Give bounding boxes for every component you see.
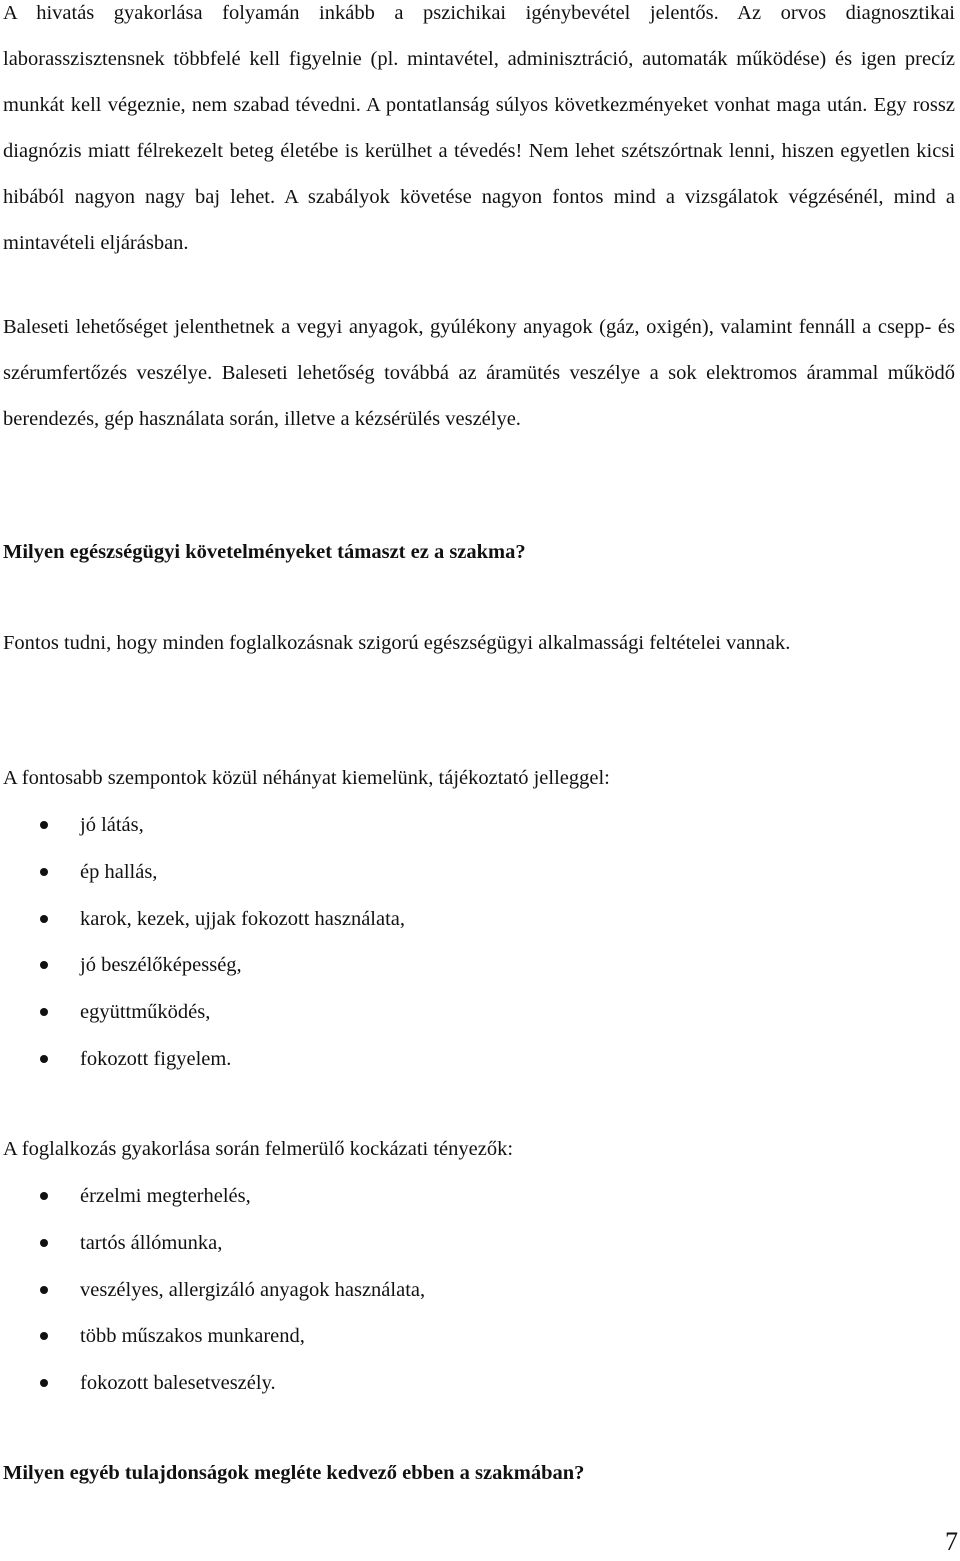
list-item: ép hallás, — [0, 859, 405, 906]
list-item: több műszakos munkarend, — [0, 1323, 425, 1370]
bullet-icon — [40, 1379, 48, 1387]
paragraph-list-intro-aspects: A fontosabb szempontok közül néhányat kiemelünk, tájékoztató jelleggel: — [3, 767, 610, 789]
paragraph-health-conditions: Fontos tudni, hogy minden foglalkozásnak szigorú egészségügyi alkalmassági feltételei vannak. — [3, 632, 791, 654]
list-health-aspects — [0, 812, 405, 1093]
paragraph-psychological-demands: A hivatás gyakorlása folyamán inkább a pszichikai igénybevétel jelentős. Az orvos diagnosztikai laborasszisztensnek többfelé kell figyelnie (pl. mintavétel, adminisztráció, automaták működése) és igen precíz munkát kell végeznie, nem szabad tévedni. A pontatlanság súlyos következményeket vonhat maga után. Egy rossz diagnózis miatt félrekezelt beteg életébe is kerülhet a tévedés! Nem lehet szétszórtnak lenni, hiszen egyetlen kicsi hibából nagyon nagy baj lehet. A szabályok követése nagyon fontos mind a vizsgálatok végzésénél, mind a mintavételi eljárásban. — [3, 2, 955, 254]
list-item: karok, kezek, ujjak fokozott használata, — [0, 906, 405, 953]
bullet-icon — [40, 821, 48, 829]
list-item: veszélyes, allergizáló anyagok használata, — [0, 1277, 425, 1324]
bullet-icon — [40, 868, 48, 876]
list-item: érzelmi megterhelés, — [0, 1183, 425, 1230]
heading-other-qualities: Milyen egyéb tulajdonságok megléte kedvező ebben a szakmában? — [3, 1462, 585, 1484]
list-risk-factors — [0, 1183, 425, 1417]
heading-health-requirements: Milyen egészségügyi követelményeket támaszt ez a szakma? — [3, 541, 526, 563]
paragraph-list-intro-risks: A foglalkozás gyakorlása során felmerülő kockázati tényezők: — [3, 1138, 514, 1160]
bullet-icon — [40, 1055, 48, 1063]
list-item: fokozott figyelem. — [0, 1046, 405, 1093]
list-item: jó beszélőképesség, — [0, 952, 405, 999]
page-number: 7 — [945, 1527, 958, 1556]
list-item: jó látás, — [0, 812, 405, 859]
paragraph-accident-risks: Baleseti lehetőséget jelenthetnek a vegyi anyagok, gyúlékony anyagok (gáz, oxigén), valamint fennáll a csepp- és szérumfertőzés veszélye. Baleseti lehetőség továbbá az áramütés veszélye a sok elektromos árammal működő berendezés, gép használata során, illetve a kézsérülés veszélye. — [3, 316, 955, 430]
bullet-icon — [40, 961, 48, 969]
list-item: együttműködés, — [0, 999, 405, 1046]
bullet-icon — [40, 1008, 48, 1016]
list-item: fokozott balesetveszély. — [0, 1370, 425, 1417]
list-item: tartós állómunka, — [0, 1230, 425, 1277]
bullet-icon — [40, 915, 48, 923]
bullet-icon — [40, 1286, 48, 1294]
bullet-icon — [40, 1192, 48, 1200]
bullet-icon — [40, 1239, 48, 1247]
bullet-icon — [40, 1332, 48, 1340]
